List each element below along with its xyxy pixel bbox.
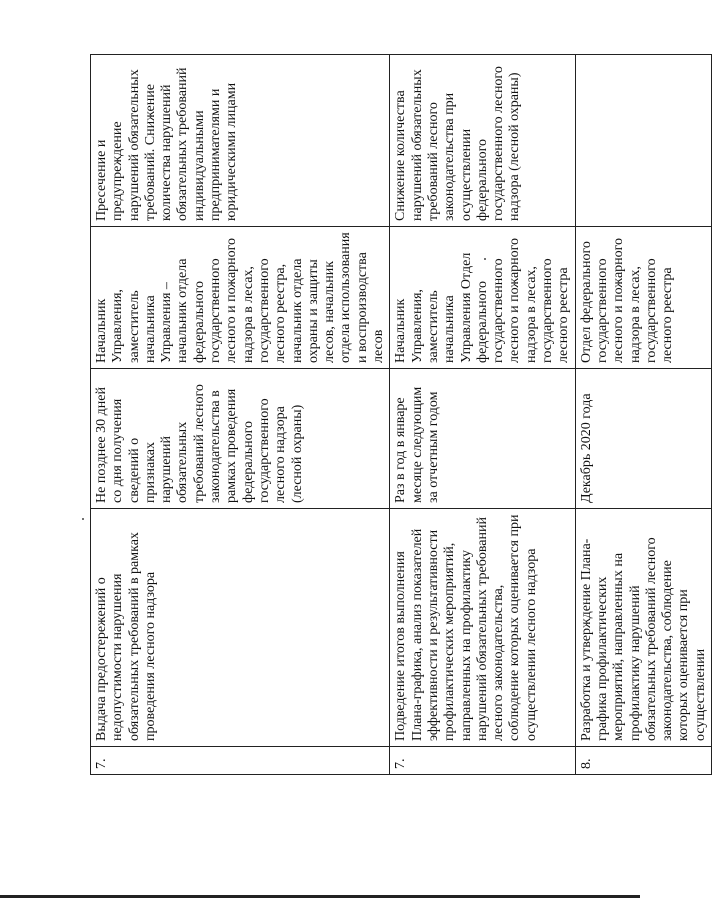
responsible-cell: Отдел федерального государственного лесного и пожарного надзора в лесах, государственного лесного реестра — [575, 227, 711, 369]
term-cell: Декабрь 2020 года — [575, 369, 711, 509]
table-row — [91, 55, 390, 775]
table-row — [390, 55, 575, 775]
term-cell: Раз в год в январе месяце следующим за отчетным годом — [390, 369, 575, 509]
row-number: 7. — [390, 747, 575, 775]
responsible-cell: Начальник Управления, заместитель начальника Управления – начальник отдела федерального государственного лесного и пожарного надзора в лесах, государственного лесного реестра, начальник отдела охраны и защиты лесов, начальник отдела использования и воспроизводства лесов — [91, 227, 390, 369]
scan-speck — [484, 258, 486, 260]
activity-cell: Выдача предостережений о недопустимости нарушения обязательных требований в рамках проведения лесного надзора — [91, 509, 390, 747]
scan-speck — [82, 518, 84, 520]
result-cell: Пресечение и предупреждение нарушений обязательных требований. Снижение количества нарушений обязательных требований индивидуальными предпринимателями и юридическими лицами — [91, 55, 390, 227]
activity-cell: Разработка и утверждение Плана-графика профилактических мероприятий, направленных на профилактику нарушений обязательных требований лесного законодательства, соблюдение которых оценивается при осуществлении — [575, 509, 711, 747]
measures-table — [90, 54, 712, 775]
activity-cell: Подведение итогов выполнения Плана-графика, анализ показателей эффективности и результативности профилактических мероприятий, направленных на профилактику нарушений обязательных требований лесного законодательства, соблюдение которых оценивается при осуществлении лесного надзора — [390, 509, 575, 747]
term-cell: Не позднее 30 дней со дня получения сведений о признаках нарушений обязательных требований лесного законодательства в рамках проведения федерального государственного лесного надзора (лесной охраны) — [91, 369, 390, 509]
result-cell — [575, 55, 711, 227]
result-cell: Снижение количества нарушений обязательных требований лесного законодательства при осуществлении федерального государственного лесного надзора (лесной охраны) — [390, 55, 575, 227]
responsible-cell: Начальник Управления, заместитель начальника Управления Отдел федерального государственного лесного и пожарного надзора в лесах, государственного лесного реестра — [390, 227, 575, 369]
page-edge-line — [0, 895, 640, 898]
row-number: 7. — [91, 747, 390, 775]
table-row — [575, 55, 711, 775]
row-number: 8. — [575, 747, 711, 775]
